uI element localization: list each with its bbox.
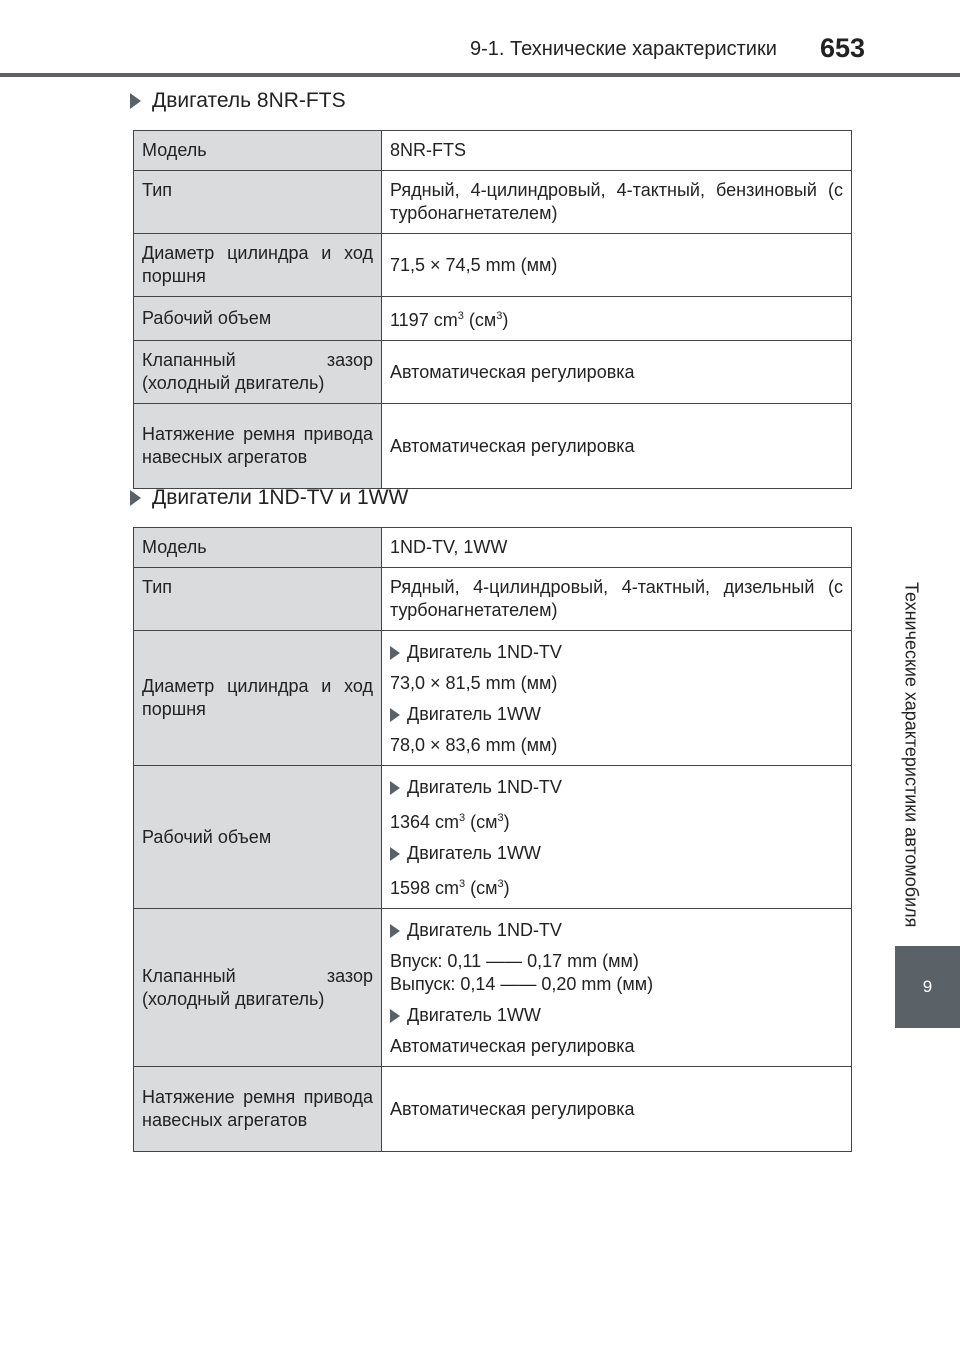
row-value <box>382 766 852 909</box>
header-divider <box>0 73 960 77</box>
row-value: 1ND-TV, 1WW <box>382 528 852 568</box>
row-label: Натяжение ремня привода навесных агрегатов <box>134 1067 382 1152</box>
table-row <box>134 1067 852 1152</box>
table-row <box>134 297 852 341</box>
row-value <box>382 909 852 1067</box>
row-label: Модель <box>134 131 382 171</box>
sub-value: Автоматическая регулировка <box>390 1036 635 1056</box>
row-label: Рабочий объем <box>134 766 382 909</box>
section-heading-1nd-1ww <box>130 486 408 510</box>
sub-value: 78,0 × 83,6 mm (мм) <box>390 735 558 755</box>
engine-sub-label: Двигатель 1WW <box>390 842 843 865</box>
table-row <box>134 909 852 1067</box>
row-value <box>382 631 852 766</box>
table-row <box>134 341 852 404</box>
row-value: Автоматическая регулировка <box>382 341 852 404</box>
table-row <box>134 568 852 631</box>
table-row <box>134 234 852 297</box>
sub-value <box>390 950 843 996</box>
intake-clearance: Впуск: 0,11 —— 0,17 mm (мм) <box>390 951 639 971</box>
row-value: 1197 $cm^3$ $(см^3)$ <box>382 297 852 341</box>
engine-sub-label: Двигатель 1WW <box>390 703 843 726</box>
section-heading-text: Двигатель 8NR-FTS <box>152 89 346 112</box>
exhaust-clearance: Выпуск: 0,14 —— 0,20 mm (мм) <box>390 974 654 994</box>
sub-value: 1364 $cm^3$ $(см^3)$ <box>390 812 510 832</box>
row-label: Клапанный зазор (холодный двигатель) <box>134 341 382 404</box>
spec-table-8nr <box>133 130 852 489</box>
triangle-bullet-icon <box>390 708 400 722</box>
table-row <box>134 528 852 568</box>
row-label: Тип <box>134 568 382 631</box>
section-heading-text: Двигатели 1ND-TV и 1WW <box>152 486 409 509</box>
header-section-title: 9-1. Технические характеристики <box>470 38 777 60</box>
engine-sub-label: Двигатель 1ND-TV <box>390 776 843 799</box>
row-label: Диаметр цилиндра и ход поршня <box>134 631 382 766</box>
table-row <box>134 631 852 766</box>
chapter-tab <box>895 946 960 1028</box>
row-value: Рядный, 4-цилиндровый, 4-тактный, бензиновый (с турбонагнетателем) <box>382 171 852 234</box>
sub-value: 73,0 × 81,5 mm (мм) <box>390 673 558 693</box>
triangle-bullet-icon <box>390 781 400 795</box>
row-value: Автоматическая регулировка <box>382 404 852 489</box>
row-label: Тип <box>134 171 382 234</box>
engine-sub-label: Двигатель 1ND-TV <box>390 919 843 942</box>
row-label: Клапанный зазор (холодный двигатель) <box>134 909 382 1067</box>
row-label: Натяжение ремня привода навесных агрегатов <box>134 404 382 489</box>
table-row <box>134 766 852 909</box>
row-value: 8NR-FTS <box>382 131 852 171</box>
table-row <box>134 171 852 234</box>
triangle-bullet-icon <box>130 490 141 506</box>
engine-sub-label: Двигатель 1ND-TV <box>390 641 843 664</box>
triangle-bullet-icon <box>390 646 400 660</box>
triangle-bullet-icon <box>390 1009 400 1023</box>
row-label: Рабочий объем <box>134 297 382 341</box>
table-row <box>134 131 852 171</box>
chapter-tab-number: 9 <box>922 977 933 996</box>
row-label: Диаметр цилиндра и ход поршня <box>134 234 382 297</box>
triangle-bullet-icon <box>390 847 400 861</box>
chapter-side-label: Технические характеристики автомобиля <box>901 582 922 928</box>
triangle-bullet-icon <box>130 93 141 109</box>
table-row <box>134 404 852 489</box>
page-number: 653 <box>820 33 866 63</box>
sub-value: 1598 $cm^3$ $(см^3)$ <box>390 878 510 898</box>
triangle-bullet-icon <box>390 924 400 938</box>
row-label: Модель <box>134 528 382 568</box>
engine-sub-label: Двигатель 1WW <box>390 1004 843 1027</box>
row-value: 71,5 × 74,5 mm (мм) <box>382 234 852 297</box>
row-value: Автоматическая регулировка <box>382 1067 852 1152</box>
spec-table-1nd-1ww <box>133 527 852 1152</box>
section-heading-8nr <box>130 89 346 113</box>
row-value: Рядный, 4-цилиндровый, 4-тактный, дизельный (с турбонагнетателем) <box>382 568 852 631</box>
